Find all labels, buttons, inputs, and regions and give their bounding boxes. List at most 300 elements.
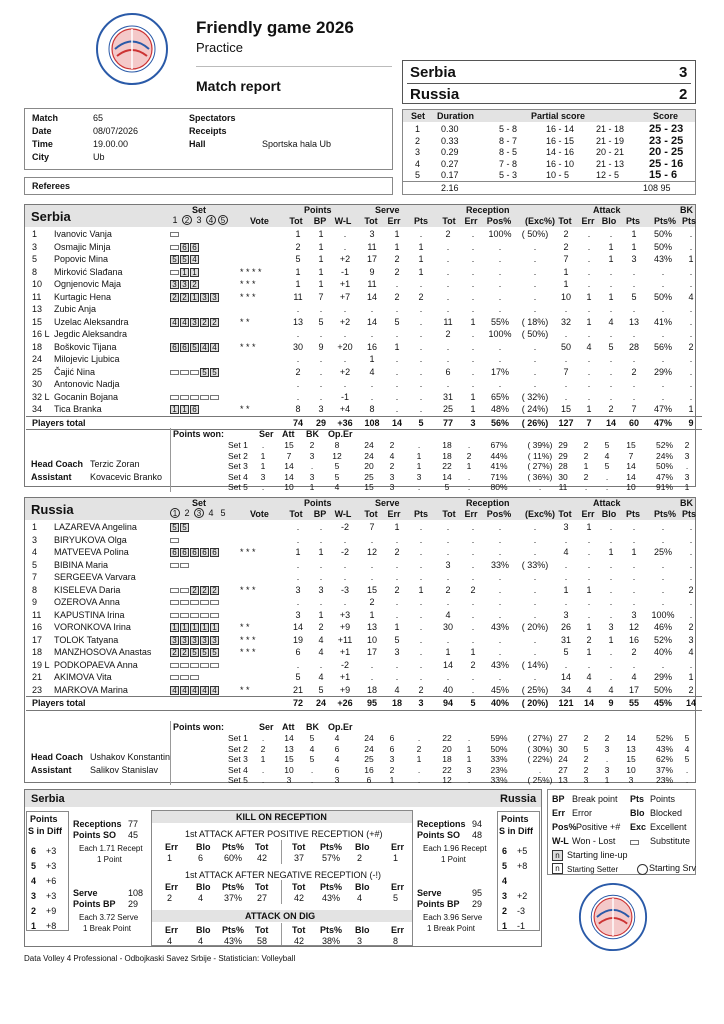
points-bp-label: Points BP bbox=[73, 899, 116, 909]
kor-value: 42 bbox=[294, 893, 305, 903]
set-box: 6 bbox=[210, 548, 219, 557]
set-box: 3 bbox=[170, 636, 179, 645]
stat-cell: 3 bbox=[631, 254, 637, 265]
col-subheader: (Exc%) bbox=[525, 509, 556, 519]
stat-cell: 1 bbox=[586, 291, 592, 302]
points-won-cell: 2 bbox=[260, 743, 266, 754]
points-won-cell: 24% bbox=[656, 450, 674, 461]
rotation-number: 1 bbox=[502, 921, 508, 931]
kor-value: 2 bbox=[167, 893, 173, 903]
stat-cell: 11 bbox=[367, 241, 377, 252]
set-box bbox=[180, 613, 189, 618]
stat-cell: . bbox=[370, 304, 374, 315]
stat-cell: . bbox=[370, 391, 374, 402]
assistant-label: Assistant bbox=[31, 765, 72, 775]
stat-cell: . bbox=[446, 341, 450, 352]
stat-cell: . bbox=[471, 254, 475, 265]
player-number: 3 bbox=[32, 534, 38, 545]
points-won-cell: 8 bbox=[334, 440, 340, 450]
stat-cell: 6 bbox=[295, 647, 301, 658]
stat-cell: 2 bbox=[394, 266, 400, 277]
page-subtitle: Practice bbox=[196, 40, 243, 55]
set-cell: 21 - 18 bbox=[596, 124, 625, 134]
summary-team1: Serbia bbox=[31, 793, 65, 805]
col-subheader: Pos% bbox=[486, 509, 512, 519]
stat-cell: . bbox=[471, 522, 475, 533]
total-duration: 2.16 bbox=[441, 183, 459, 193]
stat-cell: 1 bbox=[394, 241, 400, 252]
set-box: 4 bbox=[170, 318, 179, 327]
player-row bbox=[26, 646, 702, 659]
stat-cell: . bbox=[533, 609, 537, 620]
player-sets bbox=[170, 378, 236, 391]
stat-cell: . bbox=[370, 329, 374, 340]
stat-cell: -2 bbox=[340, 547, 349, 558]
set-header: Set bbox=[192, 498, 207, 508]
stat-cell: . bbox=[661, 391, 665, 402]
set-box: 2 bbox=[180, 648, 189, 657]
legend-text: Starting line-up bbox=[567, 850, 628, 860]
set-box: 4 bbox=[170, 686, 179, 695]
player-sets bbox=[170, 403, 236, 416]
stat-cell: 11 bbox=[367, 279, 377, 290]
legend-text: Starting Setter bbox=[567, 865, 619, 874]
total-cell: 47% bbox=[646, 416, 680, 430]
stat-cell: 2 bbox=[445, 329, 451, 340]
stat-cell: 2 bbox=[688, 584, 694, 595]
stat-cell: . bbox=[533, 647, 537, 658]
stat-cell: . bbox=[446, 547, 450, 558]
points-won-cell: 3 bbox=[286, 775, 292, 785]
player-sets bbox=[170, 253, 236, 266]
set-cell: 7 - 8 bbox=[499, 158, 518, 169]
player-sets bbox=[170, 391, 236, 404]
points-so-value: 48 bbox=[472, 830, 483, 840]
stat-cell: 2 bbox=[563, 241, 569, 252]
points-won-cell: 52% bbox=[656, 440, 674, 450]
vote-header: Vote bbox=[250, 216, 269, 226]
rotation-diff: +9 bbox=[46, 906, 57, 916]
stat-cell: . bbox=[632, 534, 636, 545]
receptions-label: Receptions bbox=[417, 819, 466, 829]
legend-text: Starting Srv bbox=[649, 863, 697, 873]
stat-cell: +9 bbox=[339, 622, 351, 633]
rotation-number: 3 bbox=[31, 891, 37, 901]
points-won-cell: 4 bbox=[334, 733, 340, 743]
col-subheader: Err bbox=[464, 216, 478, 226]
set-cell: 21 - 13 bbox=[596, 158, 625, 169]
sets-header-score: Score bbox=[653, 111, 679, 121]
stat-cell: . bbox=[370, 534, 374, 545]
stat-cell: 1 bbox=[608, 241, 614, 252]
kor-value: 4 bbox=[198, 936, 204, 946]
stat-cell: 10 bbox=[560, 291, 571, 302]
set-box: 1 bbox=[200, 623, 209, 632]
stat-cell: . bbox=[370, 572, 374, 583]
stat-cell: . bbox=[498, 572, 502, 583]
stat-cell: 25% bbox=[653, 547, 672, 558]
player-vote bbox=[236, 671, 286, 684]
set-label: Set 1 bbox=[228, 733, 248, 743]
points-won-cell: 14 bbox=[626, 461, 636, 471]
kor-value: 60% bbox=[224, 853, 243, 863]
player-number: 9 bbox=[32, 597, 38, 608]
srv-note: 1 Break Point bbox=[83, 924, 132, 933]
player-row bbox=[26, 571, 702, 584]
col-subheader: Tot bbox=[558, 216, 572, 226]
points-won-cell: . bbox=[417, 733, 421, 743]
stat-cell: 100% bbox=[488, 229, 512, 240]
player-row bbox=[26, 596, 702, 609]
attack-header: Attack bbox=[593, 205, 621, 215]
set-cell: 0.27 bbox=[441, 158, 459, 169]
set-box bbox=[180, 663, 189, 668]
legend-key: Blo bbox=[630, 808, 645, 818]
stat-cell: 3 bbox=[318, 404, 324, 415]
points-won-cell: ( 36%) bbox=[527, 471, 553, 482]
stat-cell: . bbox=[343, 597, 347, 608]
points-won-cell: 27 bbox=[558, 764, 568, 775]
legend-text: Points bbox=[650, 794, 676, 804]
player-name: BIBINA Maria bbox=[54, 559, 109, 570]
points-won-cell: 2 bbox=[466, 450, 472, 461]
player-row bbox=[26, 341, 702, 354]
kor-value: 4 bbox=[198, 893, 204, 903]
stat-cell: . bbox=[689, 522, 693, 533]
stat-cell: 2 bbox=[418, 291, 424, 302]
col-subheader: Err bbox=[581, 216, 595, 226]
stat-cell: 3 bbox=[318, 584, 324, 595]
srv-note: 1 Break Point bbox=[427, 924, 476, 933]
player-row bbox=[26, 634, 702, 647]
rec-note: 1 Point bbox=[441, 855, 466, 864]
rotation-diff: +3 bbox=[46, 861, 57, 871]
kor-header: Err bbox=[165, 842, 179, 852]
assistant-coach: Salikov Stanislav bbox=[90, 765, 159, 775]
match-info bbox=[24, 108, 393, 170]
points-won-cell: 3 bbox=[334, 775, 340, 785]
stat-cell: 43% bbox=[653, 254, 672, 265]
set-cell: 8 - 7 bbox=[499, 135, 518, 146]
set-box bbox=[190, 370, 199, 375]
player-name: Boškovic Tijana bbox=[54, 341, 117, 352]
stat-cell: 1 bbox=[631, 547, 637, 558]
player-number: 24 bbox=[32, 354, 43, 365]
total-cell: 121 bbox=[554, 697, 578, 711]
total-cell: 5 bbox=[408, 416, 434, 430]
stat-cell: -1 bbox=[340, 266, 349, 277]
stat-cell: . bbox=[609, 609, 613, 620]
set-box: 6 bbox=[170, 548, 179, 557]
stat-cell: . bbox=[498, 609, 502, 620]
stat-cell: . bbox=[689, 329, 693, 340]
stat-cell: 12 bbox=[366, 547, 377, 558]
stat-cell: 2 bbox=[470, 659, 476, 670]
stat-cell: . bbox=[533, 584, 537, 595]
player-number: 1 bbox=[32, 522, 38, 533]
stat-cell: . bbox=[419, 559, 423, 570]
stat-cell: . bbox=[296, 597, 300, 608]
player-vote bbox=[236, 534, 286, 547]
total-cell: 9 bbox=[600, 697, 622, 711]
set-box bbox=[180, 600, 189, 605]
points-won-cell: . bbox=[417, 764, 421, 775]
rotation-diff: -3 bbox=[517, 906, 526, 916]
points-won-cell: 2 bbox=[583, 754, 589, 764]
set-box: 5 bbox=[170, 523, 179, 532]
stat-cell: 17 bbox=[366, 647, 377, 658]
set-box bbox=[170, 270, 179, 275]
player-number: 1 bbox=[32, 229, 38, 240]
points-won-cell: 1 bbox=[309, 482, 315, 492]
stat-cell: 4 bbox=[688, 647, 694, 658]
stat-cell: 18 bbox=[366, 684, 377, 695]
stat-cell: ( 14%) bbox=[521, 659, 549, 670]
stat-cell: . bbox=[661, 522, 665, 533]
player-vote bbox=[236, 241, 286, 254]
pos-title: 1st ATTACK AFTER POSITIVE RECEPTION (+#) bbox=[185, 829, 383, 839]
stat-cell: . bbox=[446, 597, 450, 608]
stat-cell: 1 bbox=[318, 254, 324, 265]
stat-cell: 3 bbox=[563, 522, 569, 533]
player-row bbox=[26, 241, 702, 254]
starting-server-icon bbox=[637, 864, 648, 875]
set-box bbox=[190, 663, 199, 668]
points-won-cell: 10 bbox=[626, 482, 636, 492]
substitute-icon bbox=[630, 840, 639, 845]
stat-cell: . bbox=[632, 379, 636, 390]
player-vote bbox=[236, 328, 286, 341]
stat-cell: . bbox=[661, 659, 665, 670]
set-box: 4 bbox=[200, 343, 209, 352]
legend-key: Pos% bbox=[552, 822, 577, 832]
stat-cell: . bbox=[533, 354, 537, 365]
col-subheader: Pos% bbox=[486, 216, 512, 226]
stat-cell: . bbox=[587, 391, 591, 402]
stat-cell: . bbox=[471, 379, 475, 390]
stat-cell: 4 bbox=[318, 634, 324, 645]
attack-header: Attack bbox=[593, 498, 621, 508]
kor-header: Pts% bbox=[222, 842, 245, 852]
points-won-cell: . bbox=[261, 440, 265, 450]
stat-cell: +9 bbox=[339, 684, 351, 695]
points-won-cell: . bbox=[538, 482, 542, 492]
stat-cell: 5 bbox=[631, 291, 637, 302]
points-won-cell: 3 bbox=[583, 775, 589, 785]
stat-cell: 3 bbox=[631, 609, 637, 620]
player-name: LAZAREVA Angelina bbox=[54, 522, 137, 533]
stat-cell: 1 bbox=[394, 341, 400, 352]
player-sets bbox=[170, 659, 236, 672]
stat-cell: . bbox=[446, 672, 450, 683]
set-number-label: 1 bbox=[170, 508, 180, 518]
stat-cell: 56% bbox=[653, 341, 672, 352]
total-cell: 56% bbox=[484, 416, 516, 430]
player-sets bbox=[170, 521, 236, 534]
points-won-cell: 22 bbox=[442, 461, 452, 471]
points-won-cell: 3 bbox=[628, 775, 634, 785]
player-sets bbox=[170, 278, 236, 291]
stat-cell: . bbox=[689, 391, 693, 402]
stat-cell: . bbox=[319, 366, 323, 377]
set-number bbox=[218, 508, 228, 519]
stat-cell: 31 bbox=[560, 634, 571, 645]
city-value: Ub bbox=[93, 152, 105, 162]
stat-cell: . bbox=[632, 559, 636, 570]
stat-cell: . bbox=[446, 291, 450, 302]
points-won-cell: 13 bbox=[626, 743, 636, 754]
points-won-cell: 10 bbox=[626, 764, 636, 775]
stat-cell: 2 bbox=[563, 229, 569, 240]
player-vote bbox=[236, 353, 286, 366]
stat-cell: 100% bbox=[651, 609, 675, 620]
kor-value: 42 bbox=[294, 936, 305, 946]
player-name: KISELEVA Daria bbox=[54, 584, 121, 595]
player-sets bbox=[170, 353, 236, 366]
set-box: 3 bbox=[200, 636, 209, 645]
stat-cell: . bbox=[689, 379, 693, 390]
stat-cell: 43% bbox=[490, 659, 509, 670]
players-total-row bbox=[26, 697, 702, 711]
legend-key: BP bbox=[552, 794, 565, 804]
total-cell: 14 bbox=[600, 416, 622, 430]
set-box: 5 bbox=[170, 255, 179, 264]
stat-cell: 3 bbox=[563, 609, 569, 620]
stat-cell: 1 bbox=[586, 522, 592, 533]
stat-cell: 48% bbox=[490, 404, 509, 415]
points-won-cell: 71% bbox=[490, 471, 508, 482]
stat-cell: 13 bbox=[366, 622, 377, 633]
page-title: Friendly game 2026 bbox=[196, 18, 354, 37]
set-number-label: 4 bbox=[206, 215, 216, 225]
stat-cell: 1 bbox=[470, 316, 476, 327]
set-box: 3 bbox=[190, 636, 199, 645]
player-vote: * * bbox=[240, 622, 250, 633]
points-won-cell: 2 bbox=[416, 743, 422, 754]
stat-cell: +2 bbox=[339, 316, 351, 327]
player-sets bbox=[170, 684, 236, 697]
set-box: 2 bbox=[200, 586, 209, 595]
player-row bbox=[26, 684, 702, 697]
points-bp-value: 29 bbox=[128, 899, 139, 909]
col-subheader: (Exc%) bbox=[525, 216, 556, 226]
stat-cell: . bbox=[343, 241, 347, 252]
points-won-cell: 2 bbox=[389, 440, 395, 450]
stat-cell: . bbox=[471, 547, 475, 558]
players-total-label: Players total bbox=[26, 416, 286, 430]
starting-lineup-icon: n bbox=[552, 850, 563, 861]
assistant-coach: Kovacevic Branko bbox=[90, 472, 163, 482]
stat-cell: . bbox=[343, 534, 347, 545]
stat-cell: . bbox=[689, 241, 693, 252]
kor-value: 1 bbox=[393, 853, 399, 863]
stat-cell: 2 bbox=[608, 404, 614, 415]
stat-cell: -2 bbox=[340, 659, 349, 670]
player-number: 18 bbox=[32, 341, 43, 352]
team2-sets: 2 bbox=[679, 86, 688, 103]
points-won-cell: 2 bbox=[684, 440, 690, 450]
stat-cell: 1 bbox=[318, 266, 324, 277]
points-won-cell: 1 bbox=[684, 482, 690, 492]
stat-cell: 2 bbox=[394, 547, 400, 558]
stat-cell: . bbox=[609, 304, 613, 315]
points-won-cell: 5 bbox=[604, 461, 610, 471]
set-box: 5 bbox=[200, 648, 209, 657]
set-box: 3 bbox=[210, 636, 219, 645]
set-cell: 16 - 15 bbox=[546, 135, 575, 146]
rotation-number: 5 bbox=[502, 861, 508, 871]
stat-cell: 2 bbox=[295, 366, 301, 377]
stat-cell: . bbox=[498, 279, 502, 290]
set-cell: 4 bbox=[415, 158, 421, 169]
stat-cell: 3 bbox=[608, 622, 614, 633]
points-won-cell: 33% bbox=[490, 754, 508, 764]
points-won-cell: 1 bbox=[466, 461, 472, 471]
stat-cell: -1 bbox=[340, 391, 349, 402]
stat-cell: . bbox=[343, 572, 347, 583]
stat-cell: 46% bbox=[653, 622, 672, 633]
stat-cell: . bbox=[632, 391, 636, 402]
set-label: Set 1 bbox=[228, 440, 248, 450]
points-won-cell: 20 bbox=[364, 461, 374, 471]
stat-cell: +1 bbox=[339, 279, 351, 290]
stat-cell: . bbox=[296, 354, 300, 365]
stat-cell: 3 bbox=[369, 229, 375, 240]
time-label: Time bbox=[32, 139, 53, 149]
stat-cell: . bbox=[533, 279, 537, 290]
set-box bbox=[170, 563, 179, 568]
kor-value: 4 bbox=[357, 893, 363, 903]
set-box bbox=[210, 663, 219, 668]
player-row bbox=[26, 534, 702, 547]
stat-cell: 10 bbox=[366, 634, 377, 645]
points-won-cell: 3 bbox=[684, 471, 690, 482]
total-cell: 14 bbox=[386, 416, 408, 430]
stat-cell: 1 bbox=[318, 229, 324, 240]
stat-cell: 2 bbox=[318, 622, 324, 633]
stat-cell: . bbox=[587, 354, 591, 365]
stat-cell: . bbox=[609, 266, 613, 277]
stat-cell: . bbox=[609, 329, 613, 340]
player-name: Ognjenovic Maja bbox=[54, 279, 122, 290]
player-number: 7 bbox=[32, 572, 38, 583]
player-vote: * * * bbox=[240, 547, 256, 558]
kor-header: Pts% bbox=[320, 842, 343, 852]
stat-cell: 3 bbox=[688, 634, 694, 645]
stat-cell: . bbox=[498, 341, 502, 352]
player-name: Antonovic Nadja bbox=[54, 379, 120, 390]
player-row bbox=[26, 278, 702, 291]
stat-cell: . bbox=[296, 522, 300, 533]
points-won-cell: 15 bbox=[284, 440, 294, 450]
stat-cell: 30 bbox=[292, 341, 303, 352]
stat-cell: 17 bbox=[628, 684, 639, 695]
stat-cell: . bbox=[446, 534, 450, 545]
stat-cell: . bbox=[533, 572, 537, 583]
player-vote bbox=[236, 253, 286, 266]
total-cell: 40% bbox=[484, 697, 516, 711]
stat-cell: . bbox=[446, 241, 450, 252]
player-vote bbox=[236, 366, 286, 379]
player-row bbox=[26, 366, 702, 379]
points-won-cell: 18 bbox=[442, 754, 452, 764]
col-subheader: Pts% bbox=[654, 216, 677, 226]
player-sets bbox=[170, 316, 236, 329]
stat-cell: 13 bbox=[628, 316, 639, 327]
points-won-cell: 7 bbox=[286, 450, 292, 461]
stat-cell: . bbox=[296, 379, 300, 390]
stat-cell: . bbox=[689, 316, 693, 327]
